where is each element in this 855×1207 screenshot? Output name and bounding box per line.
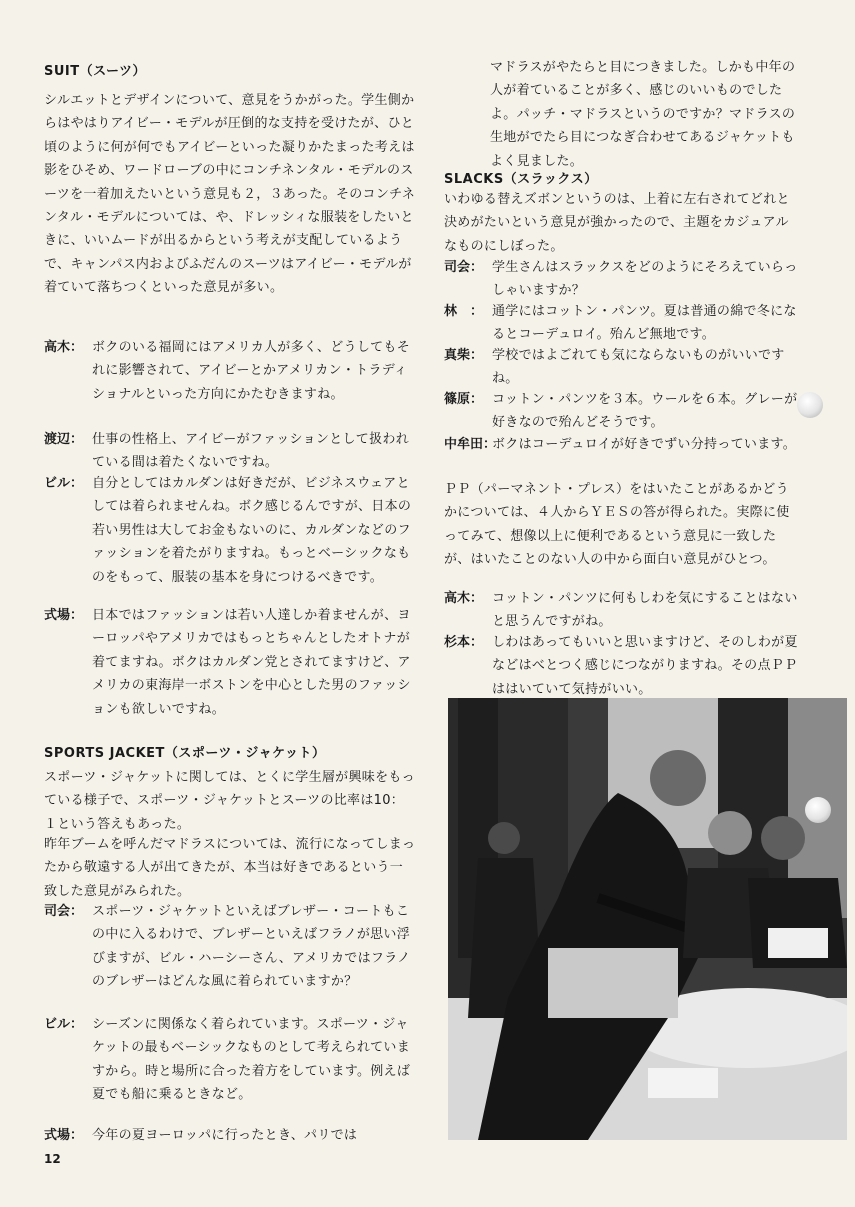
discussion-photo <box>448 698 847 1140</box>
speaker-name: 篠原： <box>444 392 484 407</box>
slacks-intro: いわゆる替えズボンというのは、上着に左右されてどれと決めがたいという意見が強かったので、主題をカジュアルなものにしぼった。 <box>444 192 790 254</box>
speaker-name: ビル： <box>44 1017 84 1032</box>
dialogue-text: 自分としてはカルダンは好きだが、ビジネスウェアとしては着られませんね。ボク感じるんですが、日本の若い男性は大してお金もないのに、カルダンなどのファッションを着たがりますね。もっとベーシックなものをもって、服装の基本を身につけるべきです。 <box>92 476 412 585</box>
suit-intro: シルエットとデザインについて、意見をうかがった。学生側からはやはりアイビー・モデルが圧倒的な支持を受けたが、ひと頃のように何が何でもアイビーといった凝りかたまった考えは影をひそめ、ワードローブの中にコンチネンタル・モデルのスーツを一着加えたいという意見も２，３あった。そのコンチネンタル・モデルについては、や、ドレッシィな服装をしたいときに、いいムードが出るからという考えが支配しているようで、キャンパス内およびふだんのスーツはアイビー・モデルが着ていて落ちつくといった意見が多い。 <box>44 93 416 296</box>
dialogue-text: シーズンに関係なく着られています。スポーツ・ジャケットの最もベーシックなものとして考えられていますから。時と場所に合った着方をしています。例えば夏でも船に乗るときなど。 <box>92 1017 411 1103</box>
photo-illustration <box>448 698 847 1140</box>
dialogue-text: 学校ではよごれても気にならないものがいいですね。 <box>492 348 785 387</box>
punch-hole <box>805 797 831 823</box>
speaker-name: 司会： <box>444 260 484 275</box>
dialogue-text: コットン・パンツに何もしわを気にすることはないと思うんですがね。 <box>492 591 798 630</box>
speaker-name: ビル： <box>44 476 84 491</box>
speaker-name: 杉本： <box>444 635 484 650</box>
speaker-name: 渡辺： <box>44 432 84 447</box>
dialogue-text: スポーツ・ジャケットといえばブレザー・コートもこの中に入るわけで、ブレザーといえばフラノが思い浮びますが、ビル・ハーシーさん、アメリカではフラノのブレザーはどんな風に着られていますか？ <box>92 904 411 990</box>
dialogue-text: ボクはコーデュロイが好きでずい分持っています。 <box>492 437 797 452</box>
speaker-name: 式場： <box>44 608 84 623</box>
dialogue-text: ボクのいる福岡にはアメリカ人が多く、どうしてもそれに影響されて、アイビーとかアメリカン・トラディショナルといった方向にかたむきますね。 <box>92 340 411 402</box>
dialogue-text: しわはあってもいいと思いますけど、そのしわが夏などはべとつく感じにつながりますね。その点ＰＰははいていて気持がいい。 <box>492 635 798 697</box>
speaker-name: 中牟田： <box>444 437 497 452</box>
speaker-name: 林 ： <box>444 304 484 319</box>
dialogue-text: 学生さんはスラックスをどのようにそろえていらっしゃいますか？ <box>492 260 798 299</box>
permanent-press-text: ＰＰ（パーマネント・プレス）をはいたことがあるかどうかについては、４人からＹＥＳの答が得られた。実際に使ってみて、想像以上に便利であるという意見に一致したが、はいたことのない人の中から面白い意見がひとつ。 <box>444 482 790 568</box>
page-number: 12 <box>44 1152 61 1166</box>
dialogue-text: 通学にはコットン・パンツ。夏は普通の綿で冬になるとコーデュロイ。殆んど無地です。 <box>492 304 797 343</box>
dialogue-text: 今年の夏ヨーロッパに行ったとき、パリでは <box>92 1128 358 1143</box>
dialogue-text: 仕事の性格上、アイビーがファッションとして扱われている間は着たくないですね。 <box>92 432 409 471</box>
speaker-name: 高木： <box>444 591 484 606</box>
speaker-name: 真柴： <box>444 348 484 363</box>
continued-text: マドラスがやたらと目につきました。しかも中年の人が着ていることが多く、感じのいいものでしたよ。パッチ・マドラスというのですか？マドラスの生地がでたら目につなぎ合わせてあるジャケットもよく見ました。 <box>490 60 796 169</box>
section-heading-suit: SUIT（スーツ） <box>44 64 146 79</box>
sports-intro-2: 昨年ブームを呼んだマドラスについては、流行になってしまったから敬遠する人が出てきたが、本当は好きであるという一致した意見がみられた。 <box>44 837 416 899</box>
punch-hole <box>797 392 823 418</box>
sports-intro-1: スポーツ・ジャケットに関しては、とくに学生層が興味をもっている様子で、スポーツ・ジャケットとスーツの比率は10：１という答えもあった。 <box>44 770 415 832</box>
dialogue-text: コットン・パンツを３本。ウールを６本。グレーが好きなので殆んどそうです。 <box>492 392 798 431</box>
speaker-name: 式場： <box>44 1128 84 1143</box>
speaker-name: 司会： <box>44 904 84 919</box>
section-heading-slacks: SLACKS（スラックス） <box>444 172 598 187</box>
dialogue-text: 日本ではファッションは若い人達しか着ませんが、ヨーロッパやアメリカではもっとちゃんとしたオトナが着てますね。ボクはカルダン党とされてますけど、アメリカの東海岸一ボストンを中心とした男のファッションも欲しいですね。 <box>92 608 411 717</box>
section-heading-sports-jacket: SPORTS JACKET（スポーツ・ジャケット） <box>44 746 326 761</box>
speaker-name: 高木： <box>44 340 84 355</box>
